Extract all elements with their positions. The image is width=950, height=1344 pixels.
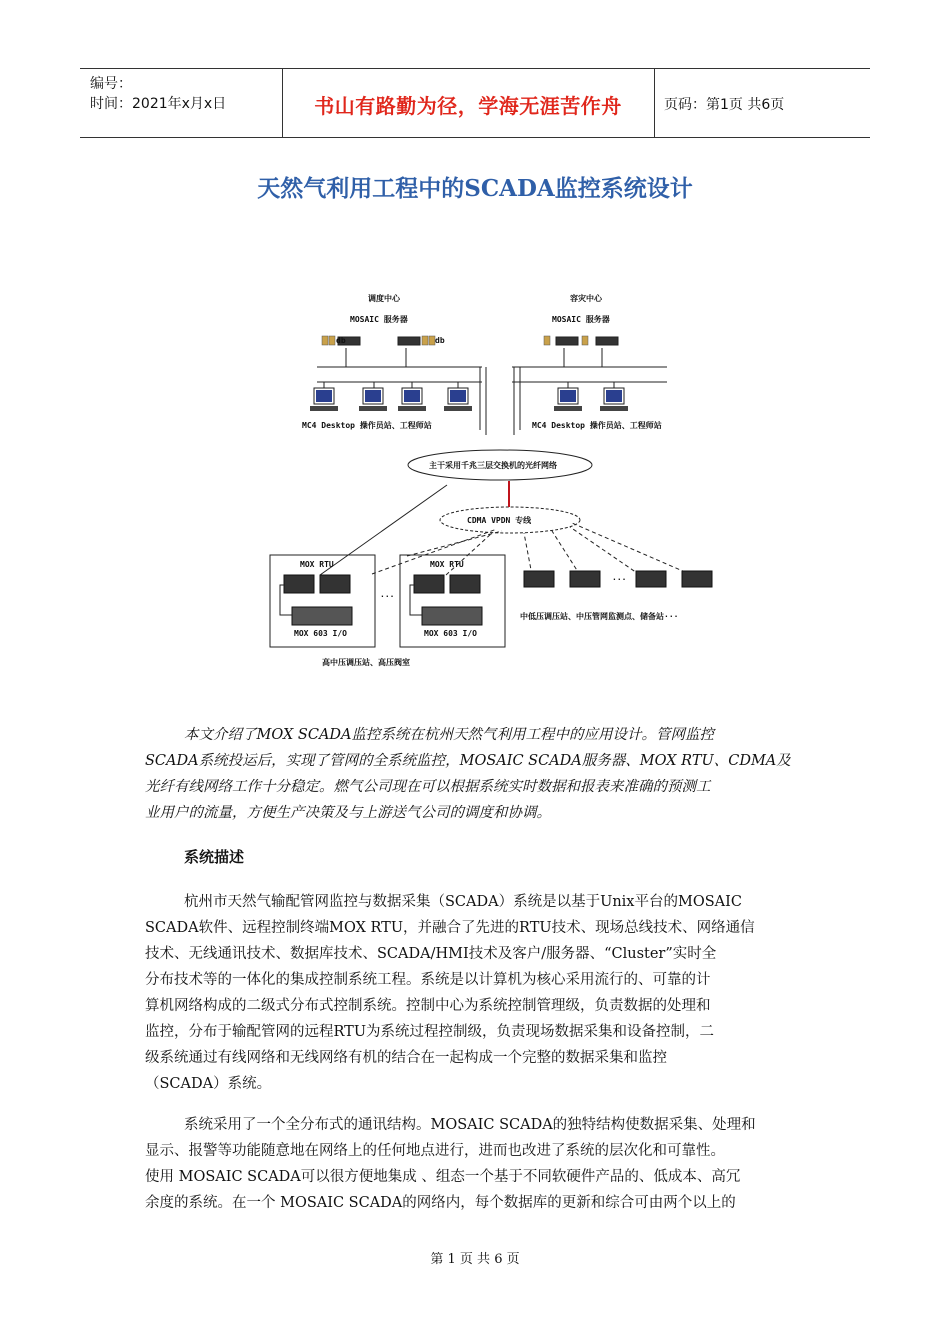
scada-network-diagram bbox=[262, 285, 732, 675]
right-stations-label: MC4 Desktop 操作员站、工程师站 bbox=[532, 421, 662, 430]
io-label-right: MOX 603 I/O bbox=[424, 629, 477, 638]
left-stations-label: MC4 Desktop 操作员站、工程师站 bbox=[302, 421, 432, 430]
text-line: 光纤有线网络工作十分稳定。燃气公司现在可以根据系统实时数据和报表来准确的预测工 bbox=[145, 779, 711, 795]
header-middle-cell bbox=[282, 69, 655, 137]
backbone-label: 主干采用千兆三层交换机的光纤网络 bbox=[429, 461, 557, 470]
vpdn-label: CDMA VPDN 专线 bbox=[467, 516, 532, 525]
document-title: 天然气利用工程中的SCADA监控系统设计 bbox=[257, 175, 693, 202]
rtu-label-right: MOX RTU bbox=[430, 560, 464, 569]
text-line: 级系统通过有线网络和无线网络有机的结合在一起构成一个完整的数据采集和监控 bbox=[145, 1050, 667, 1066]
number-label: 编号： bbox=[90, 76, 132, 92]
rtu-unit bbox=[414, 575, 444, 593]
io-module bbox=[422, 607, 482, 625]
rtu-label-left: MOX RTU bbox=[300, 560, 334, 569]
io-module bbox=[292, 607, 352, 625]
header-right-cell bbox=[654, 69, 870, 137]
text-line: 使用 MOSAIC SCADA可以很方便地集成 、组态一个基于不同软硬件产品的、低成本、高冗 bbox=[145, 1169, 741, 1185]
section-heading: 系统描述 bbox=[184, 848, 245, 866]
page-code: 页码：第1页 共6页 bbox=[664, 97, 785, 113]
db-label: db bbox=[336, 336, 346, 345]
ellipsis: ··· bbox=[380, 592, 395, 601]
right-server-label: MOSAIC 服务器 bbox=[552, 315, 610, 324]
text-line: 监控，分布于输配管网的远程RTU为系统过程控制级，负责现场数据采集和设备控制，二 bbox=[145, 1024, 715, 1040]
db-icon bbox=[422, 336, 428, 345]
db-icon bbox=[329, 336, 335, 345]
motto: 书山有路勤为径，学海无涯苦作舟 bbox=[314, 94, 622, 118]
text-line: 余度的系统。在一个 MOSAIC SCADA的网络内，每个数据库的更新和综合可由两个以上的 bbox=[145, 1195, 736, 1211]
description-paragraph-1 bbox=[145, 889, 810, 1097]
time-label: 时间：2021年x月x日 bbox=[90, 96, 227, 112]
high-pressure-label: 高中压调压站、高压阀室 bbox=[322, 658, 410, 667]
text-line: 技术、无线通讯技术、数据库技术、SCADA/HMI技术及客户/服务器、“Cluster”实时全 bbox=[145, 946, 717, 962]
text-line: 业用户的流量，方便生产决策及与上游送气公司的调度和协调。 bbox=[145, 805, 551, 821]
header-left-cell bbox=[80, 69, 283, 137]
rtu-unit bbox=[450, 575, 480, 593]
db-icon bbox=[322, 336, 328, 345]
field-rtu bbox=[570, 571, 600, 587]
intro-paragraph bbox=[145, 722, 810, 826]
text-line: 分布技术等的一体化的集成控制系统工程。系统是以计算机为核心采用流行的、可靠的计 bbox=[145, 972, 711, 988]
db-label: db bbox=[435, 336, 445, 345]
description-paragraph-2 bbox=[145, 1112, 810, 1216]
right-server-1 bbox=[556, 337, 578, 345]
io-label-left: MOX 603 I/O bbox=[294, 629, 347, 638]
rtu-unit bbox=[320, 575, 350, 593]
text-line: SCADA软件、远程控制终端MOX RTU，并融合了先进的RTU技术、现场总线技术、网络通信 bbox=[145, 920, 755, 936]
right-server-2 bbox=[596, 337, 618, 345]
text-line: 算机网络构成的二级式分布式控制系统。控制中心为系统控制管理级，负责数据的处理和 bbox=[145, 998, 711, 1014]
left-server-2 bbox=[398, 337, 420, 345]
field-rtu bbox=[682, 571, 712, 587]
left-center-label: 调度中心 bbox=[368, 294, 400, 303]
page-footer: 第 1 页 共 6 页 bbox=[430, 1252, 520, 1267]
text-line: （SCADA）系统。 bbox=[145, 1076, 272, 1092]
field-rtu bbox=[524, 571, 554, 587]
db-icon bbox=[582, 336, 588, 345]
db-icon bbox=[544, 336, 550, 345]
right-center-label: 容灾中心 bbox=[570, 294, 602, 303]
text-line: 显示、报警等功能随意地在网络上的任何地点进行，进而也改进了系统的层次化和可靠性。 bbox=[145, 1143, 725, 1159]
text-line: SCADA系统投运后，实现了管网的全系统监控，MOSAIC SCADA服务器、MOX RTU、CDMA及 bbox=[145, 753, 791, 769]
text-line: 系统采用了一个全分布式的通讯结构。MOSAIC SCADA的独特结构使数据采集、处理和 bbox=[184, 1117, 756, 1133]
low-pressure-label: 中低压调压站、中压管网监测点、储备站··· bbox=[520, 612, 679, 621]
ellipsis: ··· bbox=[612, 575, 627, 584]
header-table bbox=[80, 68, 870, 138]
left-server-label: MOSAIC 服务器 bbox=[350, 315, 408, 324]
text-line: 本文介绍了MOX SCADA监控系统在杭州天然气利用工程中的应用设计。管网监控 bbox=[184, 727, 715, 743]
rtu-unit bbox=[284, 575, 314, 593]
field-rtu bbox=[636, 571, 666, 587]
text-line: 杭州市天然气输配管网监控与数据采集（SCADA）系统是以基于Unix平台的MOSAIC bbox=[184, 894, 742, 910]
